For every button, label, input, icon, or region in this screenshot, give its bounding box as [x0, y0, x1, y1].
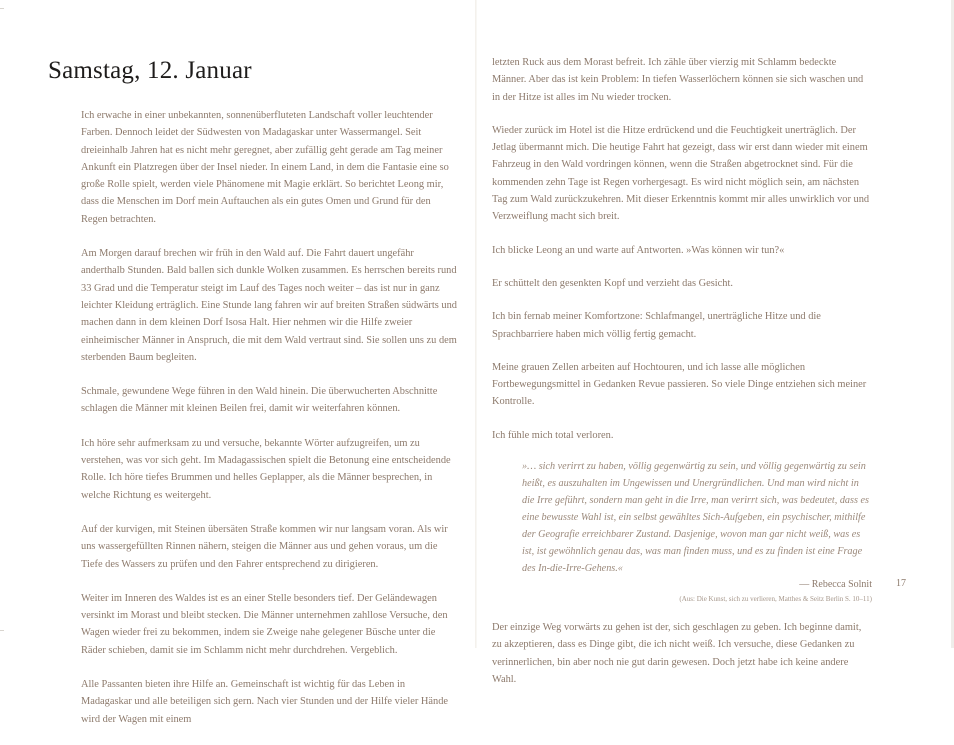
page-edge-mark — [0, 630, 4, 631]
quote-source: (Aus: Die Kunst, sich zu verlieren, Matthes & Seitz Berlin S. 10–11) — [679, 595, 872, 604]
quote-text: »… sich verirrt zu haben, völlig gegenwärtig zu sein, und völlig gegenwärtig zu sein heißt, es auszuhalten im Ungewissen und Unergründlichen. Und man wird nicht in die Irre geführt, sondern man geht in die Irre, man verirrt sich, was bedeutet, dass es eine bewusste Wahl ist, ein selbst gewähltes Sich-Aufgeben, ein psychischer, mithilfe der Geografie erreichbarer Zustand. Dasjenige, wovon man gar nicht weiß, was es ist, ist gewöhnlich genau das, was man finden muss, und es zu finden ist eine Frage des In-die-Irre-Gehens.« — [522, 461, 869, 575]
paragraph: Meine grauen Zellen arbeiten auf Hochtouren, und ich lasse alle möglichen Fortbewegungsmittel in Gedanken Revue passieren. So viele Dinge entziehen sich meiner Kontrolle. — [492, 361, 867, 408]
paragraph: Ich höre sehr aufmerksam zu und versuche, bekannte Wörter aufzugreifen, um zu verstehen, was vor sich geht. Im Madagassischen spielt die Betonung eine entscheidende Rolle. Ich höre tiefes Brummen und helles Geplapper, als die Männer besprechen, in welche Richtung es weitergeht. — [81, 437, 451, 501]
page-edge-mark — [0, 8, 4, 9]
paragraph: Auf der kurvigen, mit Steinen übersäten Straße kommen wir nur langsam voran. Als wir uns wassergefüllten Rinnen nähern, steigen die Männer aus und gehen voraus, um die Tiefe des Wassers zu prüfen und den Fahrer entsprechend zu dirigieren. — [81, 523, 448, 570]
left-body — [48, 107, 458, 728]
paragraph: Schmale, gewundene Wege führen in den Wald hinein. Die überwucherten Abschnitte schlagen die Männer mit kleinen Beilen frei, damit wir weiterfahren können. — [81, 386, 438, 415]
paragraph: letzten Ruck aus dem Morast befreit. Ich zähle über vierzig mit Schlamm bedeckte Männer. Aber das ist kein Problem: In tiefen Wasserlöchern können sie sich waschen und in der Hitze ist alles im Nu wieder trocken. — [492, 57, 864, 103]
paragraph: Ich blicke Leong an und warte auf Antworten. »Was können wir tun?« — [492, 244, 785, 256]
book-gutter — [475, 0, 477, 648]
left-page — [48, 54, 458, 745]
page-number: 17 — [896, 578, 906, 589]
paragraph: Der einzige Weg vorwärts zu gehen ist der, sich geschlagen zu geben. Ich beginne damit, zu akzeptieren, dass es Dinge gibt, die ich nicht weiß. Ich versuche, diese Gedanken zu verinnerlichen, bin aber noch nie gut darin gewesen. Doch jetzt habe ich keine andere Wahl. — [492, 622, 862, 685]
quote-author: — Rebecca Solnit — [799, 579, 872, 591]
paragraph: Ich bin fernab meiner Komfortzone: Schlafmangel, unerträgliche Hitze und die Sprachbarriere haben mich völlig fertig gemacht. — [492, 311, 821, 340]
paragraph: Wieder zurück im Hotel ist die Hitze erdrückend und die Feuchtigkeit unerträglich. Der Jetlag übermannt mich. Die heutige Fahrt hat gezeigt, dass wir erst dann wieder mit einem Fahrzeug in den Wald vordringen können, wenn die Straßen abgetrocknet sind. Für die kommenden zehn Tage ist Regen vorhergesagt. Es wird nicht möglich sein, am nächsten Tag zum Wald zurückzukehren. Mit dieser Erkenntnis kommt mir alles unwirklich vor und Verzweiflung macht sich breit. — [492, 124, 870, 223]
paragraph: Weiter im Inneren des Waldes ist es an einer Stelle besonders tief. Der Geländewagen versinkt im Morast und bleibt stecken. Die Männer unternehmen zahllose Versuche, den Wagen wieder frei zu bekommen, indem sie Zweige nahe gelegener Büsche unter die Räder schieben, damit sie im Schlamm nicht mehr durchdrehen. Vergeblich. — [81, 592, 448, 656]
block-quote — [492, 458, 872, 605]
paragraph: Am Morgen darauf brechen wir früh in den Wald auf. Die Fahrt dauert ungefähr anderthalb Stunden. Bald ballen sich dunkle Wolken zusammen. Es herrschen bereits rund 33 Grad und die Temperatur steigt im Lauf des Tages noch weiter – das ist nur in ganz leichter Kleidung erträglich. Eine Stunde lang fahren wir auf breiten Straßen südwärts und machen dann in dem kleinen Dorf Isosa Halt. Hier nehmen wir die Hilfe zweier einheimischer Männer in Anspruch, die mit dem Wald vertraut sind. Sie sollen uns zu dem sterbenden Baum begleiten. — [81, 248, 457, 363]
page-title: Samstag, 12. Januar — [48, 57, 252, 84]
right-page — [492, 54, 872, 704]
paragraph: Ich fühle mich total verloren. — [492, 429, 614, 441]
paragraph: Er schüttelt den gesenkten Kopf und verzieht das Gesicht. — [492, 277, 733, 289]
paragraph: Ich erwache in einer unbekannten, sonnenüberfluteten Landschaft voller leuchtender Farben. Dennoch leidet der Südwesten von Madagaskar unter Wassermangel. Seit dreieinhalb Jahren hat es nicht mehr geregnet, aber zufällig geht gerade am Tag meiner Ankunft ein Platzregen über der Insel nieder. In einem Land, in dem die Fantasie eine so große Rolle spielt, werden viele Phänomene mit Magie erklärt. So berichtet Leong mir, dass die Menschen im Dorf mein Auftauchen als ein gutes Omen und Grund für den Regen betrachten. — [81, 110, 449, 225]
paragraph: Alle Passanten bieten ihre Hilfe an. Gemeinschaft ist wichtig für das Leben in Madagaskar und alle beteiligen sich gern. Nach vier Stunden und der Hilfe vieler Hände wird der Wagen mit einem — [81, 679, 449, 725]
